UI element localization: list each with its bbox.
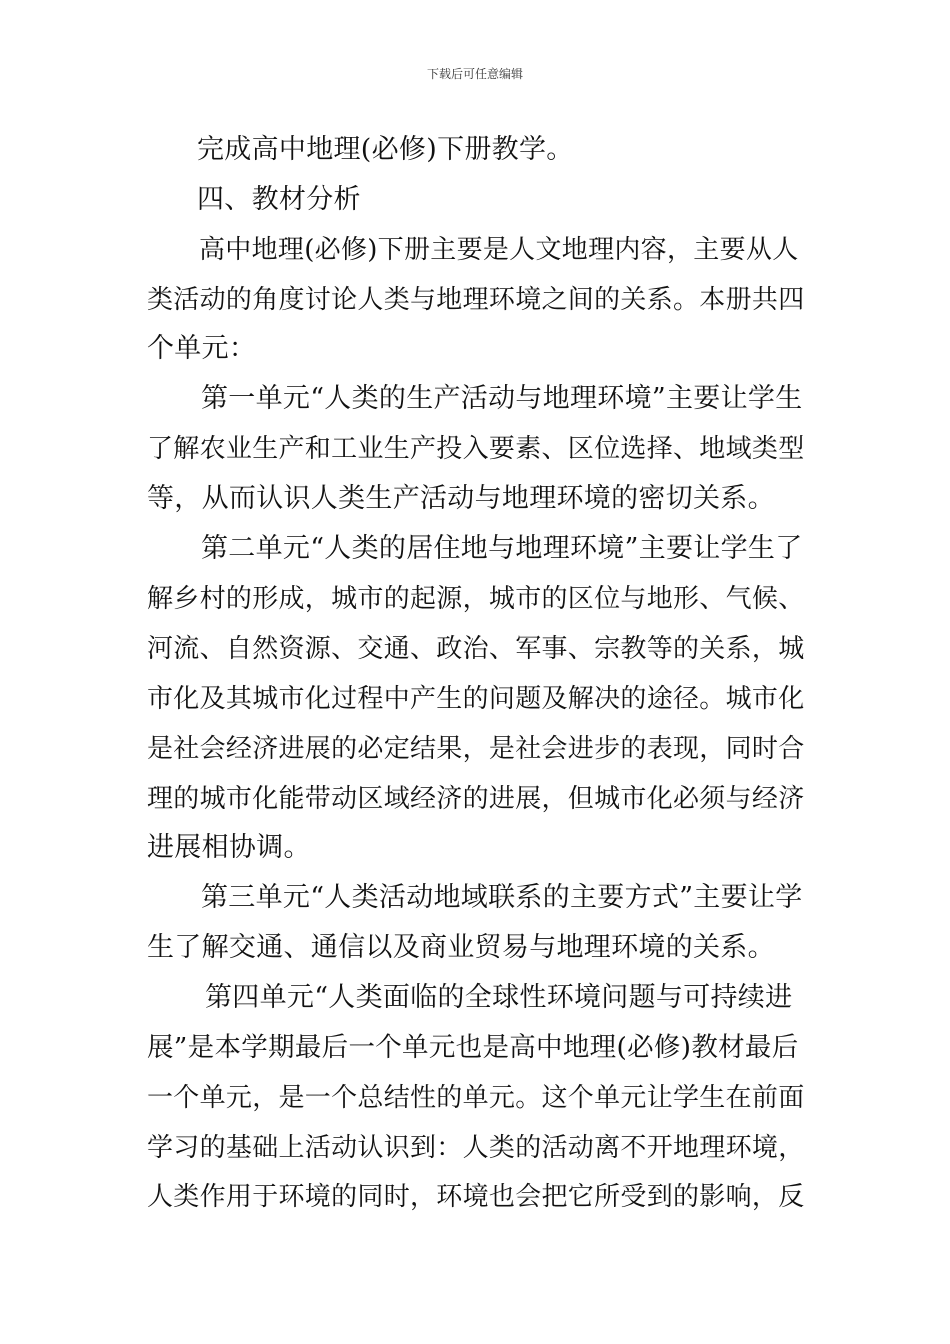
body-line: 市化及其城市化过程中产生的问题及解决的途径。城市化 <box>147 684 805 714</box>
body-line: 一个单元，是一个总结性的单元。这个单元让学生在前面 <box>147 1083 805 1113</box>
body-line: 完成高中地理(必修)下册教学。 <box>197 134 574 165</box>
body-line: 第三单元“人类活动地域联系的主要方式”主要让学 <box>201 882 803 913</box>
body-line: 展”是本学期最后一个单元也是高中地理(必修)教材最后 <box>147 1032 799 1063</box>
body-line: 了解农业生产和工业生产投入要素、区位选择、地域类型 <box>147 434 805 464</box>
body-line: 进展相协调。 <box>147 832 311 863</box>
body-line: 等，从而认识人类生产活动与地理环境的密切关系。 <box>147 483 775 514</box>
body-line: 解乡村的形成，城市的起源，城市的区位与地形、气候、 <box>147 584 805 614</box>
body-line: 个单元： <box>147 333 257 364</box>
body-line: 人类作用于环境的同时，环境也会把它所受到的影响，反 <box>147 1182 805 1212</box>
body-line: 高中地理(必修)下册主要是人文地理内容，主要从人 <box>199 235 799 265</box>
body-line: 类活动的角度讨论人类与地理环境之间的关系。本册共四 <box>147 285 805 315</box>
section-heading: 四、教材分析 <box>197 184 361 215</box>
body-line: 第四单元“人类面临的全球性环境问题与可持续进 <box>205 982 793 1013</box>
page-header: 下载后可任意编辑 <box>426 67 523 81</box>
body-line: 生了解交通、通信以及商业贸易与地理环境的关系。 <box>147 932 775 963</box>
body-line: 第二单元“人类的居住地与地理环境”主要让学生了 <box>201 533 803 564</box>
body-line: 理的城市化能带动区域经济的进展，但城市化必须与经济 <box>147 784 805 814</box>
body-line: 学习的基础上活动认识到：人类的活动离不开地理环境， <box>147 1133 805 1163</box>
body-line: 是社会经济进展的必定结果，是社会进步的表现，同时合 <box>147 734 805 764</box>
body-line: 第一单元“人类的生产活动与地理环境”主要让学生 <box>201 383 803 414</box>
body-line: 河流、自然资源、交通、政治、军事、宗教等的关系，城 <box>147 634 805 664</box>
